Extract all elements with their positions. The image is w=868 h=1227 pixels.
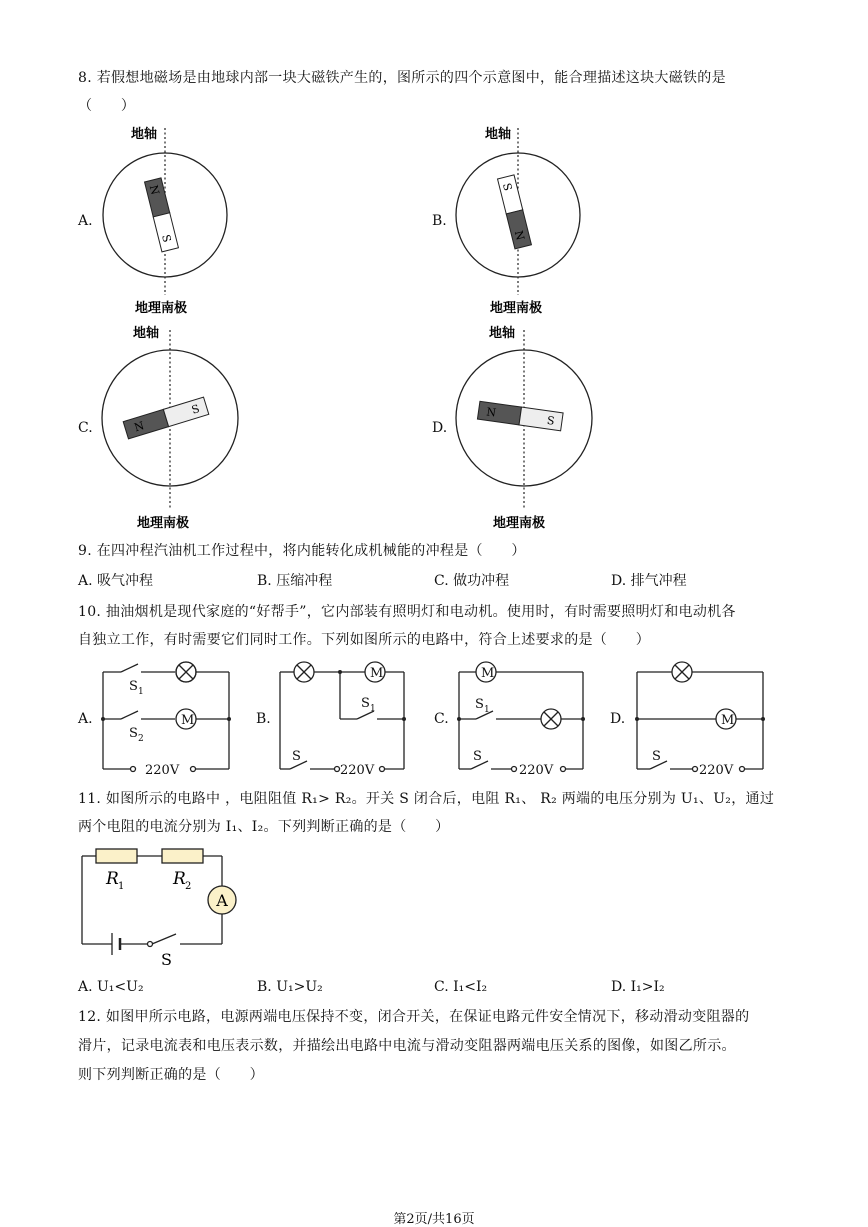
ammeter-label: A [216, 891, 228, 910]
q9-option-d: D. 排气冲程 [611, 573, 687, 589]
page-footer: 第2页/共16页 [393, 1212, 475, 1227]
q10-line2: 自独立工作，有时需要它们同时工作。下列如图所示的电路中，符合上述要求的是（ ） [78, 632, 650, 648]
magnet-n: N [485, 405, 497, 420]
q10-option-b: B. [256, 711, 271, 727]
magnet-s: S [190, 402, 202, 417]
switch-label: S [129, 679, 138, 694]
q9-option-a: A. 吸气冲程 [78, 573, 154, 589]
q10-option-c: C. [434, 711, 449, 727]
voltage-label: 220V [340, 763, 375, 778]
axis-label: 地轴 [485, 127, 512, 142]
q9-text: 9. 在四冲程汽油机工作过程中，将内能转化成机械能的冲程是（ ） [78, 543, 526, 559]
motor-label: M [721, 713, 735, 728]
q11-option-b: B. U₁>U₂ [257, 979, 323, 995]
r1-sub: 1 [118, 881, 125, 892]
q11-option-d: D. I₁>I₂ [611, 979, 665, 995]
q11-line1: 11. 如图所示的电路中 ，电阻阻值 R₁> R₂。开关 S 闭合后，电阻 R₁、 R₂ 两端的电压分别为 U₁、U₂，通过 [78, 791, 775, 807]
switch-sub: 2 [138, 734, 144, 744]
pole-label: 地理南极 [490, 301, 543, 316]
voltage-label: 220V [519, 763, 554, 778]
motor-label: M [481, 666, 495, 681]
axis-label: 地轴 [131, 127, 158, 142]
axis-label: 地轴 [489, 326, 516, 341]
r2-label: R [173, 869, 186, 889]
axis-label: 地轴 [133, 326, 160, 341]
switch-sub: 1 [370, 704, 376, 714]
q11-option-c: C. I₁<I₂ [434, 979, 488, 995]
switch-label: S [292, 749, 301, 764]
q11-option-a: A. U₁<U₂ [78, 979, 144, 995]
switch-sub: 1 [138, 687, 144, 697]
q11-line2: 两个电阻的电流分别为 I₁、I₂。下列判断正确的是（ ） [78, 819, 450, 835]
magnet-n: N [132, 419, 146, 435]
q10-line1: 10. 抽油烟机是现代家庭的“好帮手”，它内部装有照明灯和电动机。使用时，有时需要照明灯和电动机各 [78, 604, 736, 620]
q8-text: 8. 若假想地磁场是由地球内部一块大磁铁产生的，图所示的四个示意图中，能合理描述这块大磁铁的是 [78, 70, 726, 86]
q10-option-d: D. [610, 711, 626, 727]
switch-label: S [652, 749, 661, 764]
switch-label: S [361, 696, 370, 711]
motor-label: M [181, 713, 195, 728]
r1-label: R [106, 869, 119, 889]
q12-line3: 则下列判断正确的是（ ） [78, 1067, 264, 1083]
q8-option-d: D. [432, 420, 448, 436]
pole-label: 地理南极 [135, 301, 188, 316]
q12-line1: 12. 如图甲所示电路，电源两端电压保持不变，闭合开关，在保证电路元件安全情况下，移动滑动变阻器的 [78, 1009, 750, 1025]
pole-label: 地理南极 [137, 516, 190, 531]
switch-label: S [161, 950, 172, 969]
magnet-n: N [511, 229, 527, 242]
voltage-label: 220V [699, 763, 734, 778]
motor-label: M [370, 666, 384, 681]
voltage-label: 220V [145, 763, 180, 778]
magnet-n: N [146, 183, 162, 197]
magnet-s: S [500, 181, 515, 193]
q8-option-a: A. [78, 213, 93, 229]
q10-option-a: A. [78, 711, 93, 727]
q8-option-c: C. [78, 420, 93, 436]
switch-label: S [473, 749, 482, 764]
magnet-s: S [546, 413, 556, 428]
switch-sub: 1 [484, 705, 490, 715]
pole-label: 地理南极 [493, 516, 546, 531]
q9-option-c: C. 做功冲程 [434, 573, 510, 589]
switch-label: S [475, 697, 484, 712]
q8-blank: （ ） [78, 98, 136, 114]
q9-option-b: B. 压缩冲程 [257, 573, 333, 589]
q12-line2: 滑片，记录电流表和电压表示数，并描绘出电路中电流与滑动变阻器两端电压关系的图像，如图乙所示。 [78, 1038, 736, 1054]
magnet-s: S [159, 233, 174, 244]
r2-sub: 2 [185, 881, 192, 892]
switch-label: S [129, 726, 138, 741]
q8-option-b: B. [432, 213, 447, 229]
